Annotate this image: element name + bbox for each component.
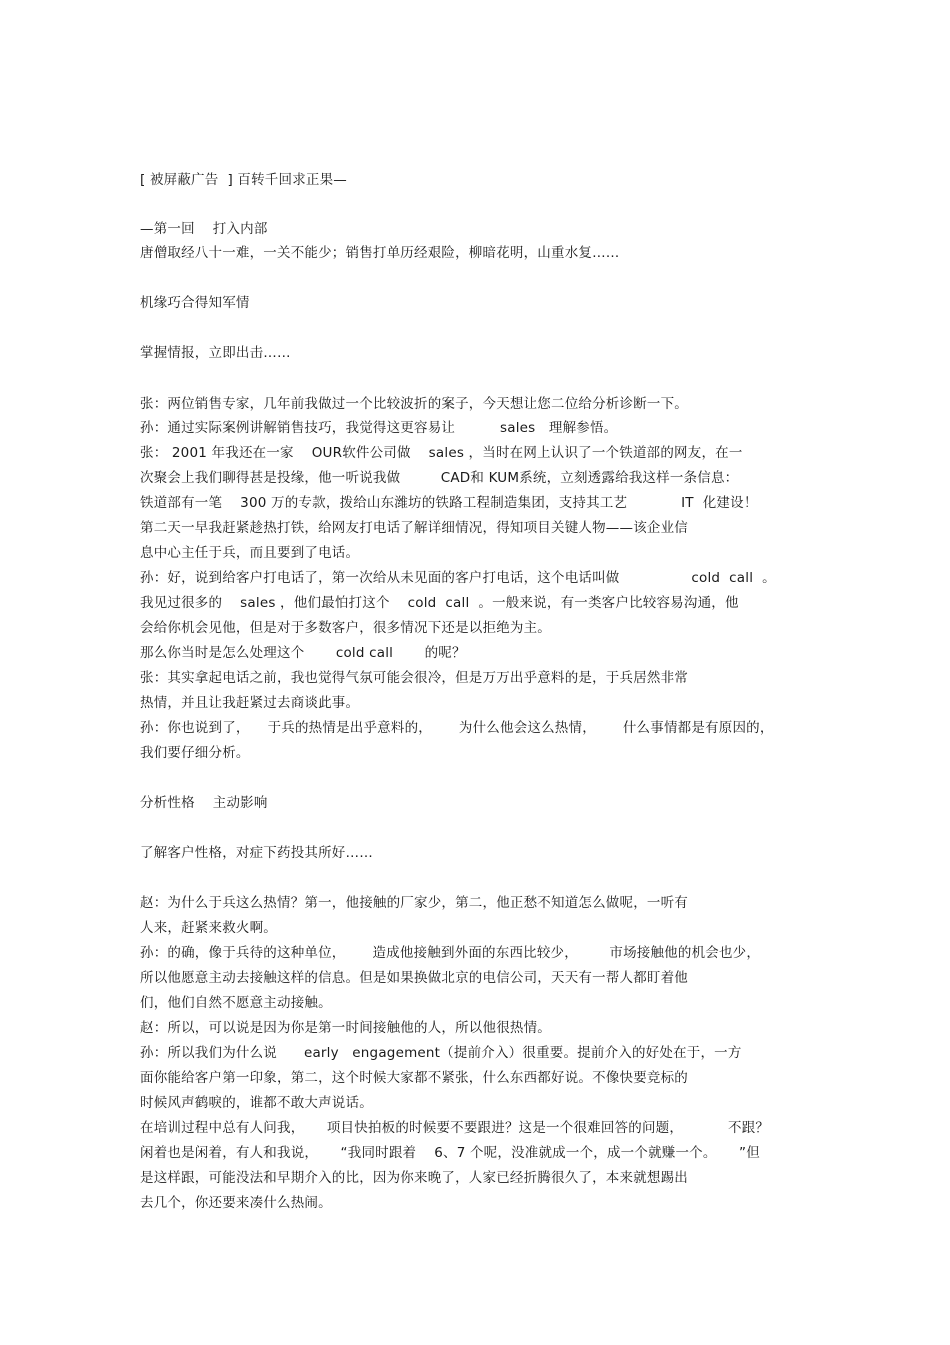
text-line: 第二天一早我赶紧趁热打铁，给网友打电话了解详细情况，得知项目关键人物——该企业信: [140, 520, 688, 536]
text-line: 所以他愿意主动去接触这样的信息。但是如果换做北京的电信公司，天天有一帮人都盯着他: [140, 970, 688, 986]
text-line: 我见过很多的 sales ，他们最怕打这个 cold call 。一般来说，有一类客户比较容易沟通，他: [140, 595, 739, 611]
text-line: 我们要仔细分析。: [140, 745, 250, 761]
text-line: 去几个，你还要来凑什么热闹。: [140, 1195, 332, 1211]
text-line: 热情，并且让我赶紧过去商谈此事。: [140, 695, 360, 711]
text-line: 孙：好，说到给客户打电话了，第一次给从未见面的客户打电话，这个电话叫做 cold call 。: [140, 570, 776, 586]
section-subtitle: 掌握情报，立即出击……: [140, 345, 291, 361]
text-line: 面你能给客户第一印象，第二，这个时候大家都不紧张，什么东西都好说。不像快要竞标的: [140, 1070, 688, 1086]
text-line: 在培训过程中总有人问我， 项目快拍板的时候要不要跟进？这是一个很难回答的问题， 不跟？: [140, 1120, 770, 1136]
text-line: 时候风声鹤唳的，谁都不敢大声说话。: [140, 1095, 373, 1111]
text-line: 们，他们自然不愿意主动接触。: [140, 995, 332, 1011]
text-line: 人来，赶紧来救火啊。: [140, 920, 277, 936]
text-line: 会给你机会见他，但是对于多数客户，很多情况下还是以拒绝为主。: [140, 620, 551, 636]
text-line: 孙：所以我们为什么说 early engagement（提前介入）很重要。提前介入的好处在于，一方: [140, 1045, 742, 1061]
text-line: 张：两位销售专家，几年前我做过一个比较波折的案子，今天想让您二位给分析诊断一下。: [140, 396, 688, 412]
section-heading: 分析性格 主动影响: [140, 795, 268, 811]
text-line: 赵：为什么于兵这么热情？第一，他接触的厂家少，第二，他正愁不知道怎么做呢，一听有: [140, 895, 688, 911]
text-line: 张： 2001 年我还在一家 OUR软件公司做 sales ，当时在网上认识了一个铁道部的网友，在一: [140, 445, 743, 461]
section-heading: 机缘巧合得知军情: [140, 295, 250, 311]
text-line: 息中心主任于兵，而且要到了电话。: [140, 545, 360, 561]
chapter-heading: —第一回 打入内部: [140, 221, 268, 237]
text-line: 张：其实拿起电话之前，我也觉得气氛可能会很冷，但是万万出乎意料的是，于兵居然非常: [140, 670, 688, 686]
text-line: 铁道部有一笔 300 万的专款，拨给山东潍坊的铁路工程制造集团，支持其工艺 IT 化建设！: [140, 495, 758, 511]
text-line: 赵：所以，可以说是因为你是第一时间接触他的人，所以他很热情。: [140, 1020, 551, 1036]
text-line: 那么你当时是怎么处理这个 cold call 的呢？: [140, 645, 466, 661]
text-line: 是这样跟，可能没法和早期介入的比，因为你来晚了，人家已经折腾很久了，本来就想踢出: [140, 1170, 688, 1186]
text-line: 闲着也是闲着，有人和我说， “我同时跟着 6、7 个呢，没准就成一个，成一个就赚一个。 ”但: [140, 1145, 760, 1161]
section-subtitle: 了解客户性格，对症下药投其所好……: [140, 845, 373, 861]
text-line: 孙：通过实际案例讲解销售技巧，我觉得这更容易让 sales 理解参悟。: [140, 420, 618, 436]
text-line: 次聚会上我们聊得甚是投缘，他一听说我做 CAD和 KUM系统，立刻透露给我这样一条信息：: [140, 470, 739, 486]
title-line: [ 被屏蔽广告 ] 百转千回求正果—: [140, 172, 347, 188]
text-line: 孙：你也说到了， 于兵的热情是出乎意料的， 为什么他会这么热情， 什么事情都是有原因的，: [140, 720, 774, 736]
text-line: 孙：的确，像于兵待的这种单位， 造成他接触到外面的东西比较少， 市场接触他的机会也少，: [140, 945, 761, 961]
intro-text: 唐僧取经八十一难，一关不能少；销售打单历经艰险，柳暗花明，山重水复……: [140, 245, 620, 261]
